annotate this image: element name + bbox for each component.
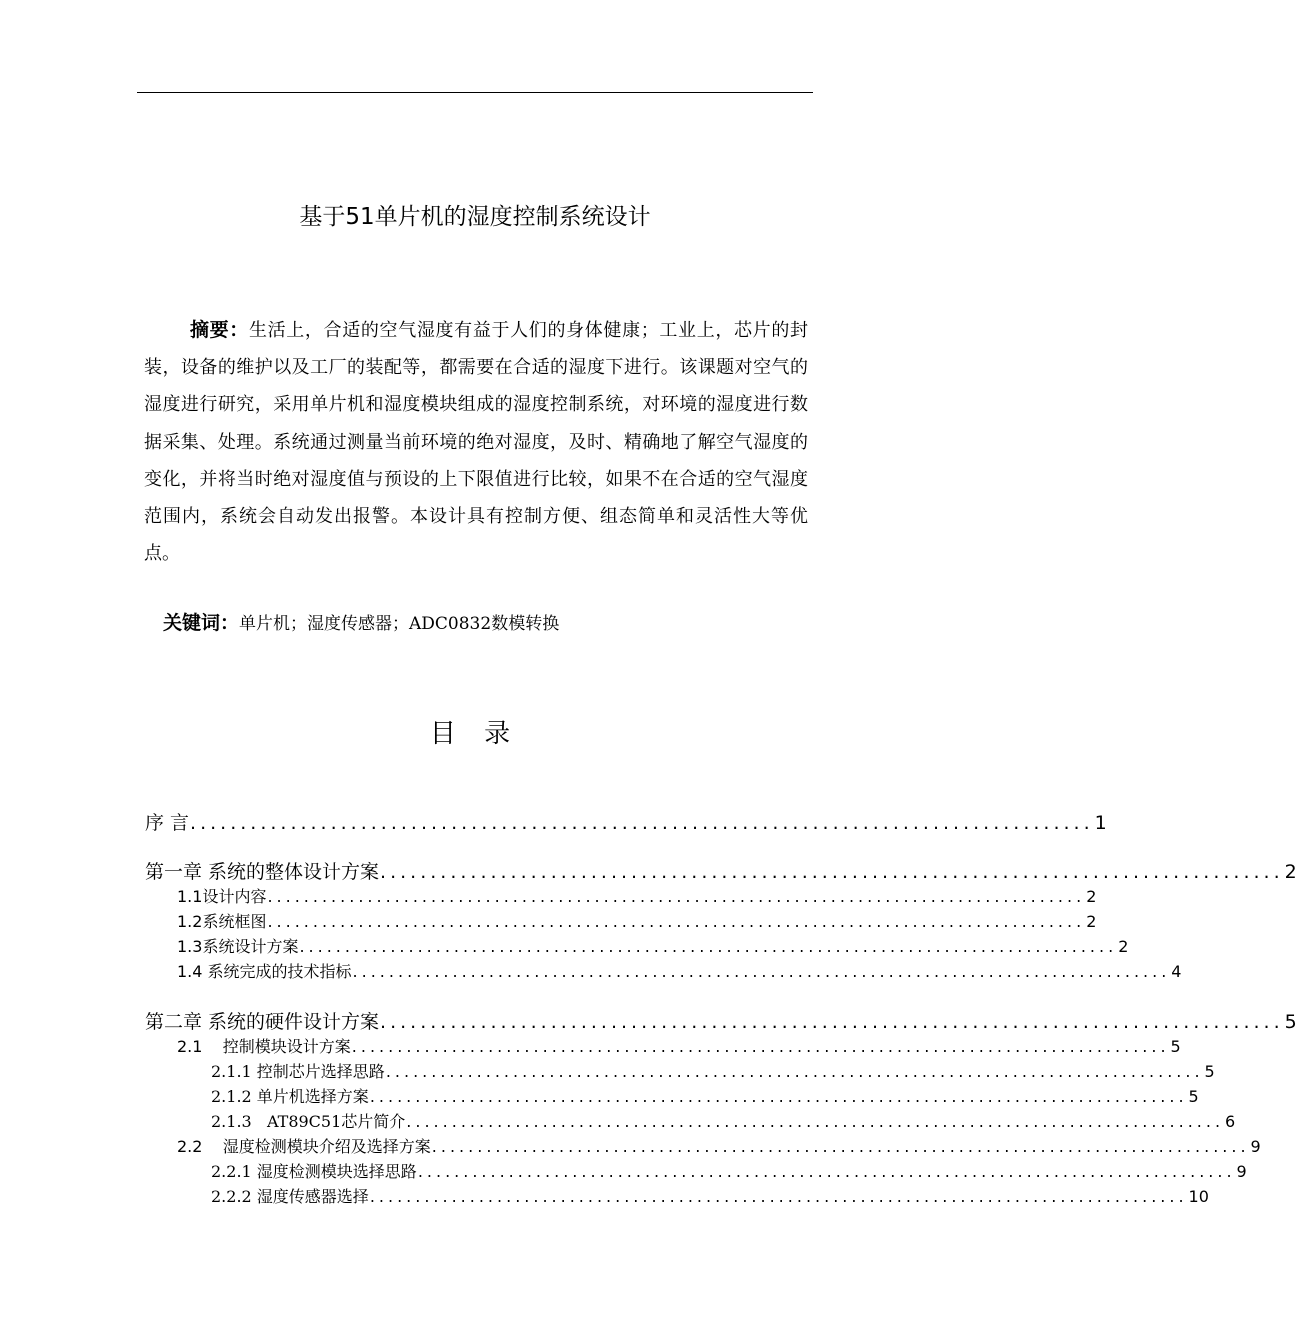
toc-entry-label: 序 言 [145,812,190,834]
toc-entry[interactable] [145,857,1297,884]
toc-entry-page: 4 [1171,962,1182,981]
toc-entry-page: 6 [1225,1112,1236,1131]
toc-entry[interactable] [145,1184,1209,1207]
toc-entry[interactable] [145,1034,1181,1057]
toc-entry-page: 2 [1284,861,1297,883]
toc-leader-dots: .......................................................................................... [406,1112,1225,1131]
toc-entry-page: 5 [1188,1087,1199,1106]
header-rule [137,92,813,93]
toc-entry-label: 2.2 湿度检测模块介绍及选择方案 [177,1137,431,1156]
toc-leader-dots: .......................................................................................... [417,1162,1236,1181]
toc-entry-label: 2.1 控制模块设计方案 [177,1037,351,1056]
toc-leader-dots: .......................................................................................... [431,1137,1250,1156]
toc-entry-page: 1 [1094,812,1107,834]
toc-entry[interactable] [145,909,1097,932]
document-title: 基于51单片机的湿度控制系统设计 [299,204,651,230]
toc-entry[interactable] [145,808,1107,835]
toc-entry-label: 2.2.1 湿度检测模块选择思路 [211,1162,417,1181]
abstract-text: 生活上，合适的空气湿度有益于人们的身体健康；工业上，芯片的封装，设备的维护以及工厂的装配等，都需要在合适的湿度下进行。该课题对空气的湿度进行研究，采用单片机和湿度模块组成的湿度控制系统，对环境的湿度进行数据采集、处理。系统通过测量当前环境的绝对湿度，及时、精确地了解空气湿度的变化，并将当时绝对湿度值与预设的上下限值进行比较，如果不在合适的空气湿度范围内，系统会自动发出报警。本设计具有控制方便、组态简单和灵活性大等优点。 [144,320,808,565]
toc-entry-label: 2.1.2 单片机选择方案 [211,1087,369,1106]
toc-entry-label: 1.2系统框图 [177,912,267,931]
toc-leader-dots: .......................................................................................... [190,812,1094,834]
toc-leader-dots: .......................................................................................... [369,1087,1188,1106]
toc-entry-page: 9 [1250,1137,1261,1156]
toc-entry[interactable] [145,1109,1236,1132]
toc-leader-dots: .......................................................................................... [299,937,1118,956]
toc-leader-dots: .......................................................................................... [380,1011,1284,1033]
abstract-label: 摘要： [190,319,249,341]
toc-entry[interactable] [145,1007,1297,1034]
abstract-paragraph [144,312,808,572]
toc-entry-label: 第一章 系统的整体设计方案 [145,861,380,883]
toc-entry-label: 2.1.1 控制芯片选择思路 [211,1062,385,1081]
toc-leader-dots: .......................................................................................... [267,912,1086,931]
toc-entry-label: 1.3系统设计方案 [177,937,299,956]
toc-leader-dots: .......................................................................................... [352,962,1171,981]
toc-entry-label: 2.2.2 湿度传感器选择 [211,1187,369,1206]
keywords-label: 关键词： [163,612,240,634]
toc-entry-label: 1.1设计内容 [177,887,267,906]
toc-entry-page: 2 [1118,937,1129,956]
toc-leader-dots: .......................................................................................... [267,887,1086,906]
toc-entry-label: 第二章 系统的硬件设计方案 [145,1011,380,1033]
toc-entry[interactable] [145,1134,1261,1157]
keywords-text: 单片机；湿度传感器；ADC0832数模转换 [239,614,560,634]
toc-entry[interactable] [145,959,1182,982]
toc-entry[interactable] [145,1084,1199,1107]
toc-leader-dots: .......................................................................................... [351,1037,1170,1056]
toc-leader-dots: .......................................................................................... [380,861,1284,883]
toc-title: 目 录 [429,719,521,749]
toc-entry[interactable] [145,1059,1215,1082]
toc-entry[interactable] [145,934,1129,957]
toc-entry-page: 2 [1086,887,1097,906]
keywords-line [163,607,559,640]
toc-entry-page: 5 [1204,1062,1215,1081]
toc-entry-page: 5 [1170,1037,1181,1056]
toc-entry[interactable] [145,884,1097,907]
toc-entry-label: 2.1.3 AT89C51芯片简介 [211,1112,406,1131]
toc-leader-dots: .......................................................................................... [369,1187,1188,1206]
toc-entry-label: 1.4 系统完成的技术指标 [177,962,352,981]
toc-entry[interactable] [145,1159,1247,1182]
toc-entry-page: 9 [1236,1162,1247,1181]
toc-entry-page: 5 [1284,1011,1297,1033]
toc-entry-page: 10 [1188,1187,1209,1206]
toc-entry-page: 2 [1086,912,1097,931]
toc-leader-dots: .......................................................................................... [385,1062,1204,1081]
